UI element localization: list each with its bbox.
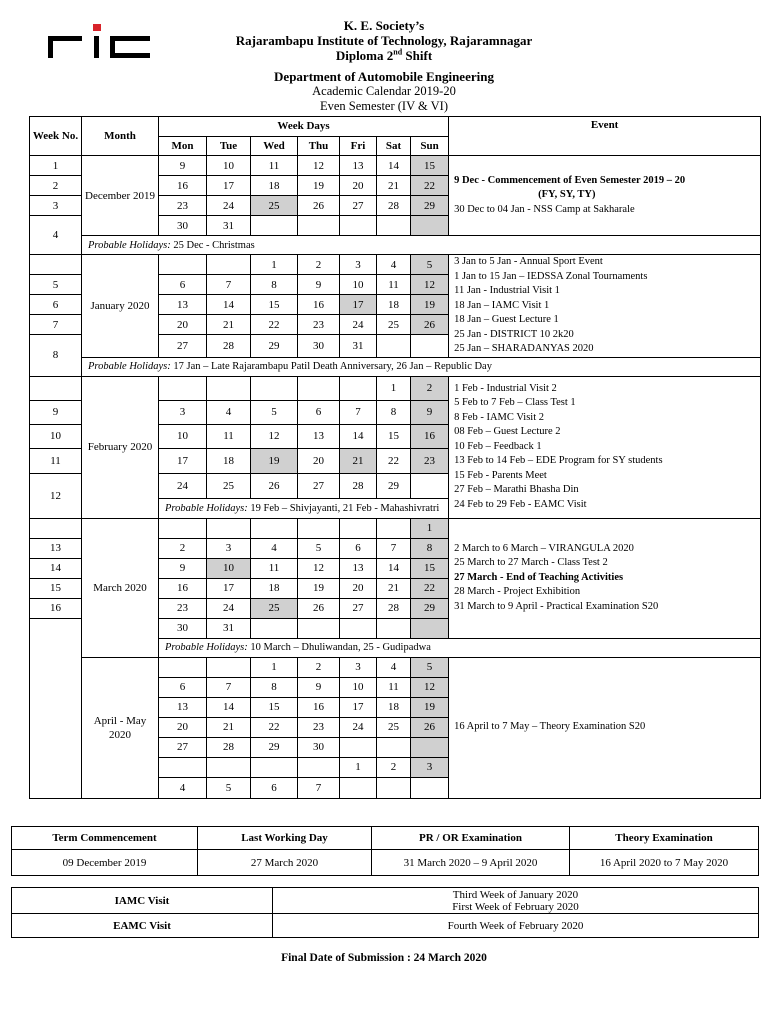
pr-or-exam-header: PR / OR Examination <box>372 827 570 850</box>
day-cell: 31 <box>340 335 377 358</box>
day-cell: 14 <box>377 558 411 578</box>
day-cell: 16 <box>159 176 207 196</box>
day-cell: 6 <box>298 400 340 424</box>
theory-exam-value: 16 April 2020 to 7 May 2020 <box>570 850 759 876</box>
table-row <box>30 518 761 538</box>
event-item: 10 Feb – Feedback 1 <box>454 440 542 452</box>
event-item: 25 March to 27 March - Class Test 2 <box>454 557 608 569</box>
day-cell <box>298 376 340 400</box>
day-cell: 25 <box>377 315 411 335</box>
day-cell: 3 <box>159 400 207 424</box>
theory-exam-header: Theory Examination <box>570 827 759 850</box>
day-cell: 12 <box>411 677 449 697</box>
table-row <box>30 156 761 176</box>
day-cell: 12 <box>298 558 340 578</box>
event-item: 3 Jan to 5 Jan - Annual Sport Event <box>454 256 603 267</box>
events-april-may <box>449 657 761 798</box>
day-cell: 17 <box>207 176 251 196</box>
event-item: (FY, SY, TY) <box>538 189 596 201</box>
day-cell: 1 <box>251 657 298 677</box>
month-april-may: April - May 2020 <box>82 657 159 798</box>
day-cell <box>411 473 449 498</box>
day-cell: 2 <box>411 376 449 400</box>
day-cell <box>411 737 449 757</box>
day-cell: 23 <box>298 717 340 737</box>
table-row <box>30 657 761 677</box>
day-cell: 5 <box>207 777 251 798</box>
day-cell: 28 <box>377 196 411 216</box>
day-cell: 24 <box>159 473 207 498</box>
day-cell: 4 <box>377 255 411 275</box>
event-item: 27 March - End of Teaching Activities <box>454 571 624 583</box>
day-cell: 2 <box>298 657 340 677</box>
day-cell: 7 <box>207 677 251 697</box>
semester-title: Even Semester (IV & VI) <box>320 99 448 113</box>
day-cell: 29 <box>251 335 298 358</box>
day-cell: 28 <box>340 473 377 498</box>
day-cell: 6 <box>159 275 207 295</box>
week-no: 3 <box>30 196 82 216</box>
day-cell: 26 <box>411 315 449 335</box>
event-item: 30 Dec to 04 Jan - NSS Camp at Sakharale <box>454 203 635 215</box>
day-cell: 4 <box>159 777 207 798</box>
iamc-visit-label: IAMC Visit <box>12 888 273 914</box>
day-cell: 23 <box>159 196 207 216</box>
event-item: 08 Feb – Guest Lecture 2 <box>454 426 561 438</box>
day-cell: 21 <box>377 578 411 598</box>
week-no: 6 <box>30 295 82 315</box>
day-cell: 7 <box>340 400 377 424</box>
day-cell <box>377 618 411 638</box>
day-cell: 20 <box>159 315 207 335</box>
day-cell <box>251 376 298 400</box>
week-no-header: Week No. <box>30 117 82 156</box>
day-header: Fri <box>340 137 377 156</box>
society-name: K. E. Society’s <box>343 18 425 33</box>
week-no: 10 <box>30 424 82 448</box>
week-no: 12 <box>30 473 82 518</box>
day-cell: 17 <box>159 448 207 473</box>
event-item: 9 Dec - Commencement of Even Semester 2019 – 20 <box>454 174 686 186</box>
event-item: 1 Jan to 15 Jan – IEDSSA Zonal Tournaments <box>454 270 648 282</box>
day-cell <box>340 518 377 538</box>
day-cell: 15 <box>377 424 411 448</box>
day-cell: 3 <box>340 255 377 275</box>
events-december <box>449 156 761 236</box>
week-no: 1 <box>30 156 82 176</box>
month-december: December 2019 <box>82 156 159 236</box>
term-summary-table <box>11 826 759 876</box>
day-cell: 25 <box>251 598 298 618</box>
day-cell: 3 <box>411 757 449 777</box>
day-cell: 15 <box>411 558 449 578</box>
day-cell: 4 <box>251 538 298 558</box>
day-cell: 28 <box>207 335 251 358</box>
day-header: Sat <box>377 137 411 156</box>
day-cell: 14 <box>207 697 251 717</box>
day-cell: 22 <box>251 315 298 335</box>
week-no: 15 <box>30 578 82 598</box>
day-cell <box>377 737 411 757</box>
day-cell: 20 <box>340 578 377 598</box>
day-header: Sun <box>411 137 449 156</box>
holiday-row <box>30 236 761 255</box>
events-january <box>449 255 761 358</box>
holidays-february: Probable Holidays: 19 Feb – Shivjayanti, 21 Feb - Mahashivratri <box>159 498 761 518</box>
event-header: Event <box>449 117 761 156</box>
day-cell: 10 <box>207 558 251 578</box>
day-cell: 31 <box>207 618 251 638</box>
day-cell: 25 <box>377 717 411 737</box>
department-title: Department of Automobile Engineering <box>274 69 494 84</box>
day-cell: 27 <box>159 335 207 358</box>
visits-table <box>11 887 759 938</box>
day-cell: 28 <box>377 598 411 618</box>
day-cell <box>207 518 251 538</box>
day-cell: 15 <box>251 295 298 315</box>
day-cell: 22 <box>411 578 449 598</box>
day-cell: 6 <box>251 777 298 798</box>
day-cell <box>251 757 298 777</box>
day-cell: 3 <box>207 538 251 558</box>
day-cell: 10 <box>207 156 251 176</box>
day-cell: 10 <box>340 275 377 295</box>
week-no: 2 <box>30 176 82 196</box>
month-header: Month <box>82 117 159 156</box>
day-cell <box>340 737 377 757</box>
day-cell: 20 <box>159 717 207 737</box>
day-cell: 14 <box>377 156 411 176</box>
day-cell: 13 <box>159 697 207 717</box>
day-cell: 16 <box>411 424 449 448</box>
day-cell: 11 <box>251 558 298 578</box>
day-cell: 22 <box>411 176 449 196</box>
day-cell <box>159 757 207 777</box>
event-item: 18 Jan – IAMC Visit 1 <box>454 299 550 311</box>
day-cell: 11 <box>207 424 251 448</box>
day-cell: 10 <box>340 677 377 697</box>
day-cell: 19 <box>411 295 449 315</box>
event-item: 5 Feb to 7 Feb – Class Test 1 <box>454 397 576 409</box>
academic-calendar-table <box>29 116 761 799</box>
day-cell: 7 <box>298 777 340 798</box>
day-cell: 13 <box>298 424 340 448</box>
calendar-title: Academic Calendar 2019-20 <box>312 84 456 98</box>
day-cell: 2 <box>298 255 340 275</box>
table-row <box>30 255 761 275</box>
day-cell: 5 <box>411 255 449 275</box>
day-cell: 3 <box>340 657 377 677</box>
day-cell: 6 <box>340 538 377 558</box>
day-cell <box>251 518 298 538</box>
table-row <box>30 376 761 400</box>
day-cell: 25 <box>207 473 251 498</box>
event-item: 28 March - Project Exhibition <box>454 586 581 598</box>
month-march: March 2020 <box>82 518 159 657</box>
day-cell: 15 <box>411 156 449 176</box>
day-cell <box>411 777 449 798</box>
day-cell: 27 <box>340 598 377 618</box>
day-cell: 14 <box>340 424 377 448</box>
eamc-visit-label: EAMC Visit <box>12 914 273 938</box>
event-item: 18 Jan – Guest Lecture 1 <box>454 314 559 325</box>
day-cell: 7 <box>207 275 251 295</box>
pr-or-exam-value: 31 March 2020 – 9 April 2020 <box>372 850 570 876</box>
day-cell: 19 <box>298 176 340 196</box>
day-cell <box>251 216 298 236</box>
week-no: 5 <box>30 275 82 295</box>
day-cell <box>340 216 377 236</box>
day-cell: 8 <box>251 275 298 295</box>
day-cell <box>159 657 207 677</box>
day-cell: 19 <box>411 697 449 717</box>
day-cell <box>340 618 377 638</box>
day-cell <box>411 335 449 358</box>
eamc-visit-value: Fourth Week of February 2020 <box>273 914 759 938</box>
week-no: 9 <box>30 400 82 424</box>
day-cell: 2 <box>377 757 411 777</box>
shift-title: Diploma 2nd Shift <box>335 47 433 63</box>
day-cell <box>377 777 411 798</box>
day-cell: 27 <box>298 473 340 498</box>
day-cell: 16 <box>298 295 340 315</box>
events-march <box>449 518 761 638</box>
day-cell <box>207 757 251 777</box>
day-cell <box>298 618 340 638</box>
day-cell: 26 <box>298 196 340 216</box>
day-cell: 24 <box>340 717 377 737</box>
day-cell: 16 <box>298 697 340 717</box>
week-no: 8 <box>30 335 82 377</box>
day-cell: 13 <box>159 295 207 315</box>
day-cell: 21 <box>207 717 251 737</box>
day-cell <box>411 216 449 236</box>
day-header: Wed <box>251 137 298 156</box>
day-cell: 30 <box>298 737 340 757</box>
day-cell: 9 <box>159 156 207 176</box>
holidays-march: Probable Holidays: 10 March – Dhuliwandan, 25 - Gudipadwa <box>159 638 761 657</box>
day-cell <box>377 518 411 538</box>
event-item: 31 March to 9 April - Practical Examination S20 <box>454 600 659 612</box>
term-commencement-header: Term Commencement <box>12 827 198 850</box>
day-cell <box>340 777 377 798</box>
day-cell: 12 <box>298 156 340 176</box>
term-commencement-value: 09 December 2019 <box>12 850 198 876</box>
event-item: 24 Feb to 29 Feb - EAMC Visit <box>454 498 587 510</box>
day-cell: 28 <box>207 737 251 757</box>
day-cell: 1 <box>411 518 449 538</box>
day-cell: 21 <box>207 315 251 335</box>
day-cell: 23 <box>298 315 340 335</box>
day-cell: 9 <box>298 677 340 697</box>
iamc-visit-value: Third Week of January 2020 First Week of February 2020 <box>273 888 759 914</box>
day-cell: 30 <box>159 216 207 236</box>
day-cell: 31 <box>207 216 251 236</box>
event-item: 16 April to 7 May – Theory Examination S20 <box>454 721 646 733</box>
day-cell: 27 <box>159 737 207 757</box>
day-cell <box>207 255 251 275</box>
day-cell: 30 <box>159 618 207 638</box>
day-cell <box>340 376 377 400</box>
day-cell <box>207 657 251 677</box>
day-cell: 29 <box>377 473 411 498</box>
day-cell <box>159 376 207 400</box>
day-header: Thu <box>298 137 340 156</box>
day-cell: 15 <box>251 697 298 717</box>
last-working-day-value: 27 March 2020 <box>198 850 372 876</box>
day-cell: 13 <box>340 558 377 578</box>
day-cell: 17 <box>207 578 251 598</box>
day-cell: 6 <box>159 677 207 697</box>
day-cell <box>207 376 251 400</box>
day-cell: 23 <box>411 448 449 473</box>
day-cell: 18 <box>251 578 298 598</box>
day-cell: 11 <box>251 156 298 176</box>
day-cell: 9 <box>411 400 449 424</box>
day-cell: 5 <box>298 538 340 558</box>
day-cell: 21 <box>340 448 377 473</box>
day-cell: 9 <box>298 275 340 295</box>
day-cell: 24 <box>340 315 377 335</box>
holidays-january: Probable Holidays: 17 Jan – Late Rajarambapu Patil Death Anniversary, 26 Jan – Republic Day <box>82 357 761 376</box>
day-cell: 19 <box>251 448 298 473</box>
week-no: 13 <box>30 538 82 558</box>
day-cell: 2 <box>159 538 207 558</box>
month-january: January 2020 <box>82 255 159 358</box>
events-february <box>449 376 761 518</box>
day-cell: 14 <box>207 295 251 315</box>
day-cell <box>411 618 449 638</box>
week-no: 4 <box>30 216 82 255</box>
day-cell: 22 <box>377 448 411 473</box>
event-item: 8 Feb - IAMC Visit 2 <box>454 411 544 423</box>
day-cell: 26 <box>251 473 298 498</box>
day-cell: 10 <box>159 424 207 448</box>
week-no: 11 <box>30 448 82 473</box>
day-cell: 22 <box>251 717 298 737</box>
day-header: Tue <box>207 137 251 156</box>
day-cell <box>159 255 207 275</box>
day-cell: 26 <box>298 598 340 618</box>
day-cell: 17 <box>340 295 377 315</box>
event-item: 15 Feb - Parents Meet <box>454 469 547 481</box>
day-cell: 21 <box>377 176 411 196</box>
day-cell <box>377 216 411 236</box>
day-cell <box>298 216 340 236</box>
day-cell: 27 <box>340 196 377 216</box>
day-cell <box>298 757 340 777</box>
week-days-header: Week Days <box>159 117 449 137</box>
day-cell: 16 <box>159 578 207 598</box>
day-cell: 29 <box>251 737 298 757</box>
day-cell: 29 <box>411 598 449 618</box>
day-cell: 18 <box>207 448 251 473</box>
day-cell: 23 <box>159 598 207 618</box>
day-cell: 5 <box>411 657 449 677</box>
day-cell: 9 <box>159 558 207 578</box>
day-cell: 18 <box>377 295 411 315</box>
day-cell: 7 <box>377 538 411 558</box>
day-cell: 20 <box>298 448 340 473</box>
day-cell: 25 <box>251 196 298 216</box>
institute-name: Rajarambapu Institute of Technology, Rajaramnagar <box>235 33 533 48</box>
day-cell: 11 <box>377 677 411 697</box>
day-cell: 1 <box>340 757 377 777</box>
holiday-row <box>30 357 761 376</box>
day-cell: 4 <box>207 400 251 424</box>
week-no: 14 <box>30 558 82 578</box>
day-cell: 1 <box>251 255 298 275</box>
day-cell: 5 <box>251 400 298 424</box>
day-cell: 1 <box>377 376 411 400</box>
event-item: 25 Jan - DISTRICT 10 2k20 <box>454 328 574 340</box>
day-cell: 18 <box>377 697 411 717</box>
day-cell <box>159 518 207 538</box>
day-cell: 17 <box>340 697 377 717</box>
last-working-day-header: Last Working Day <box>198 827 372 850</box>
day-cell <box>251 618 298 638</box>
week-no: 7 <box>30 315 82 335</box>
day-cell: 18 <box>251 176 298 196</box>
day-cell: 30 <box>298 335 340 358</box>
day-cell: 20 <box>340 176 377 196</box>
day-cell: 29 <box>411 196 449 216</box>
week-no: 16 <box>30 598 82 618</box>
day-cell: 19 <box>298 578 340 598</box>
event-item: 11 Jan - Industrial Visit 1 <box>454 285 560 296</box>
event-item: 1 Feb - Industrial Visit 2 <box>454 382 557 394</box>
holidays-december: Probable Holidays: 25 Dec - Christmas <box>82 236 761 255</box>
event-item: 13 Feb to 14 Feb – EDE Program for SY students <box>454 455 663 467</box>
event-item: 27 Feb – Marathi Bhasha Din <box>454 484 579 496</box>
day-header: Mon <box>159 137 207 156</box>
day-cell: 8 <box>411 538 449 558</box>
day-cell: 26 <box>411 717 449 737</box>
day-cell: 8 <box>251 677 298 697</box>
month-february: February 2020 <box>82 376 159 518</box>
event-item: 25 Jan – SHARADANYAS 2020 <box>454 343 594 354</box>
day-cell: 8 <box>377 400 411 424</box>
day-cell: 12 <box>251 424 298 448</box>
day-cell <box>298 518 340 538</box>
day-cell <box>377 335 411 358</box>
day-cell: 24 <box>207 598 251 618</box>
event-item: 2 March to 6 March – VIRANGULA 2020 <box>454 542 634 554</box>
day-cell: 11 <box>377 275 411 295</box>
final-submission-date: Final Date of Submission : 24 March 2020 <box>281 952 487 964</box>
day-cell: 12 <box>411 275 449 295</box>
day-cell: 4 <box>377 657 411 677</box>
day-cell: 24 <box>207 196 251 216</box>
day-cell: 13 <box>340 156 377 176</box>
